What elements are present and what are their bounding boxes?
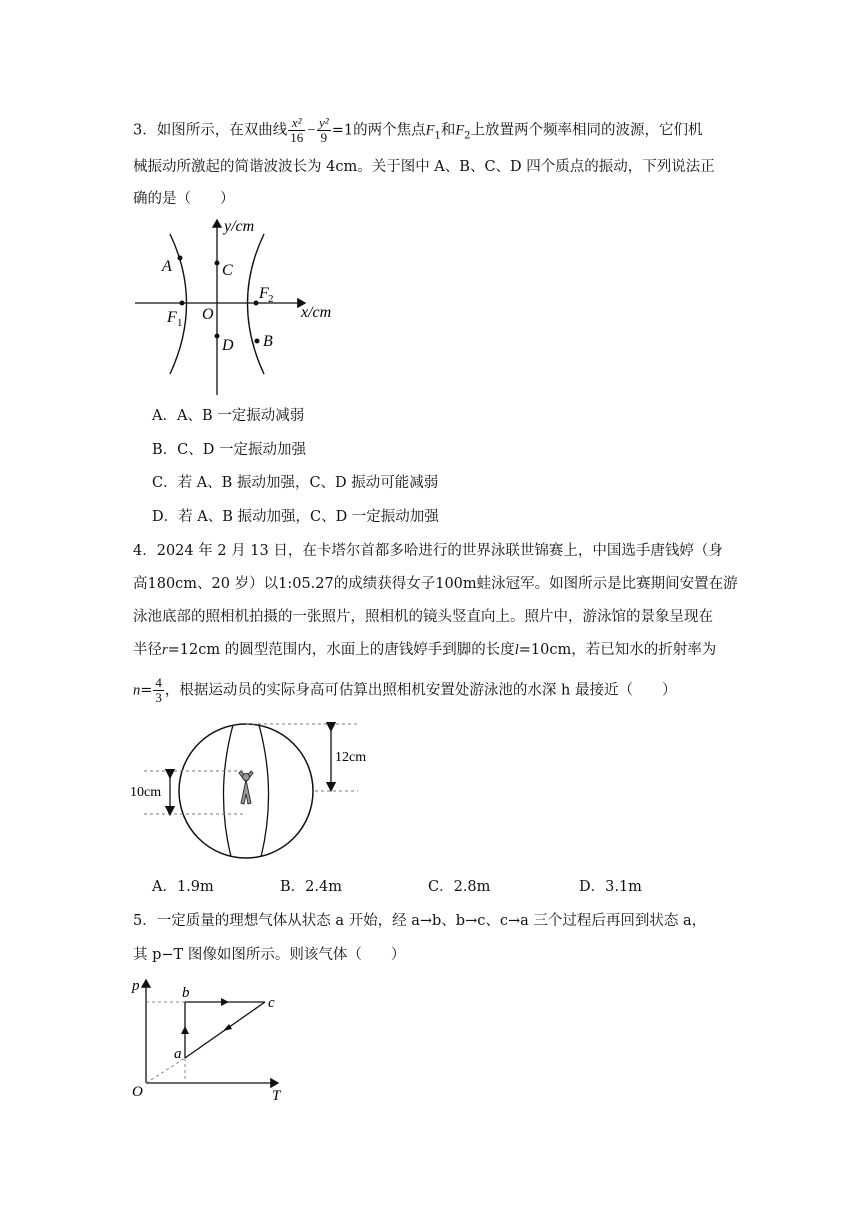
q3-frac-y: $\frac{\text{y²}}{9}$ [319,115,329,145]
lane-line-right [259,725,269,857]
q3-option-b: B．C、D 一定振动加强 [152,442,306,458]
q3-line3: 确的是（ ） [133,191,235,207]
q3-option-a: A．A、B 一定振动减弱 [152,408,305,424]
q3-eq-rhs: =1 [331,122,354,139]
q4-var-r: r [162,642,168,658]
label-f2-sub: 2 [268,293,274,305]
q4-line1-text: 2024 年 2 月 13 日，在卡塔尔首都多哈进行的世界泳联世锦赛上，中国选手唐钱婷（身 [156,543,723,559]
label-c: C [222,262,233,279]
label-12cm: 12cm [335,750,367,765]
q4-eq: = [140,682,153,699]
q4-photo-figure [125,716,385,866]
label-a: a [174,1046,182,1062]
q4-line2: 高180cm、20 岁）以1:05.27的成绩获得女子100m蛙泳冠军。如图所示是比赛期间安置在游 [133,576,738,592]
q3-line1-post: 上放置两个频率相同的波源，它们机 [470,122,703,139]
q4-frac: $\frac{4}{3}$ [155,675,162,705]
q5-number: 5． [133,913,157,929]
lane-line-left [223,725,233,857]
point-b [255,339,260,344]
label-a: A [162,258,172,275]
q3-number: 3． [133,122,157,139]
q5-pt-figure [128,972,298,1102]
point-f2 [254,301,259,306]
q3-f2: F [455,122,465,139]
q4-line4 [133,641,716,659]
label-c: c [268,995,275,1011]
q3-eq-minus: − [306,122,317,139]
q3-option-c: C．若 A、B 振动加强，C、D 振动可能减弱 [152,475,439,491]
label-b: B [263,333,273,350]
point-f1 [180,301,185,306]
q4-line1 [133,542,723,560]
q3-f2-sub: 2 [464,130,471,142]
q4-line5 [133,676,676,705]
q3-and: 和 [440,122,456,139]
q3-line1-mid: 的两个焦点 [353,122,426,139]
q4-line4-a: 半径 [133,642,162,658]
q5-line1 [133,912,706,930]
q5-line1-text: 一定质量的理想气体从状态 a 开始，经 a→b、b→c、c→a 三个过程后再回到状态 a， [156,913,707,929]
q4-option-c: C．2.8m [428,879,491,895]
q4-option-b: B．2.4m [280,879,342,895]
q3-line2: 械振动所激起的简谐波波长为 4cm。关于图中 A、B、C、D 四个质点的振动，下列说法正 [133,159,715,175]
q4-var-l: l [514,642,519,658]
q4-var-n: n [133,682,141,699]
swimmer-icon [239,771,253,804]
point-a [178,256,183,261]
q4-line5-post: ，根据运动员的实际身高可估算出照相机安置处游泳池的水深 h 最接近（ ） [164,682,677,699]
label-t: T [272,1088,281,1102]
arrow-b-c [221,998,229,1006]
label-o: O [202,306,214,323]
arrow-a-b [181,1026,189,1034]
q3-line1 [133,116,703,145]
q3-hyperbola-figure [125,212,345,397]
q3-f1-sub: 1 [434,130,441,142]
q4-line4-b: =12cm 的圆型范围内，水面上的唐钱婷手到脚的长度 [167,642,515,658]
q4-line4-c: =10cm，若已知水的折射率为 [518,642,717,658]
q4-option-a: A．1.9m [152,879,214,895]
label-b: b [182,985,190,1001]
label-d: D [222,337,234,354]
q3-frac-x: $\frac{\text{x²}}{16}$ [290,115,304,145]
y-axis-label: y/cm [224,218,255,235]
label-f2: F [259,285,269,302]
point-c [215,261,220,266]
q3-f1: F [425,122,435,139]
point-d [215,334,220,339]
label-p: p [132,978,140,994]
q4-number: 4． [133,543,157,559]
q4-line3: 泳池底部的照相机拍摄的一张照片，照相机的镜头竖直向上。照片中，游泳馆的景象呈现在 [133,609,713,625]
q5-line2: 其 p−T 图像如图所示。则该气体（ ） [133,947,406,963]
q4-option-d: D．3.1m [579,879,642,895]
q3-option-d: D．若 A、B 振动加强，C、D 一定振动加强 [152,509,439,525]
x-axis-label: x/cm [301,304,332,321]
label-o: O [132,1084,143,1100]
label-10cm: 10cm [130,785,162,800]
label-f1-sub: 1 [177,317,183,329]
arrow-c-a [223,1024,232,1031]
label-f1: F [167,309,177,326]
q3-line1-pre: 如图所示，在双曲线 [156,122,288,139]
